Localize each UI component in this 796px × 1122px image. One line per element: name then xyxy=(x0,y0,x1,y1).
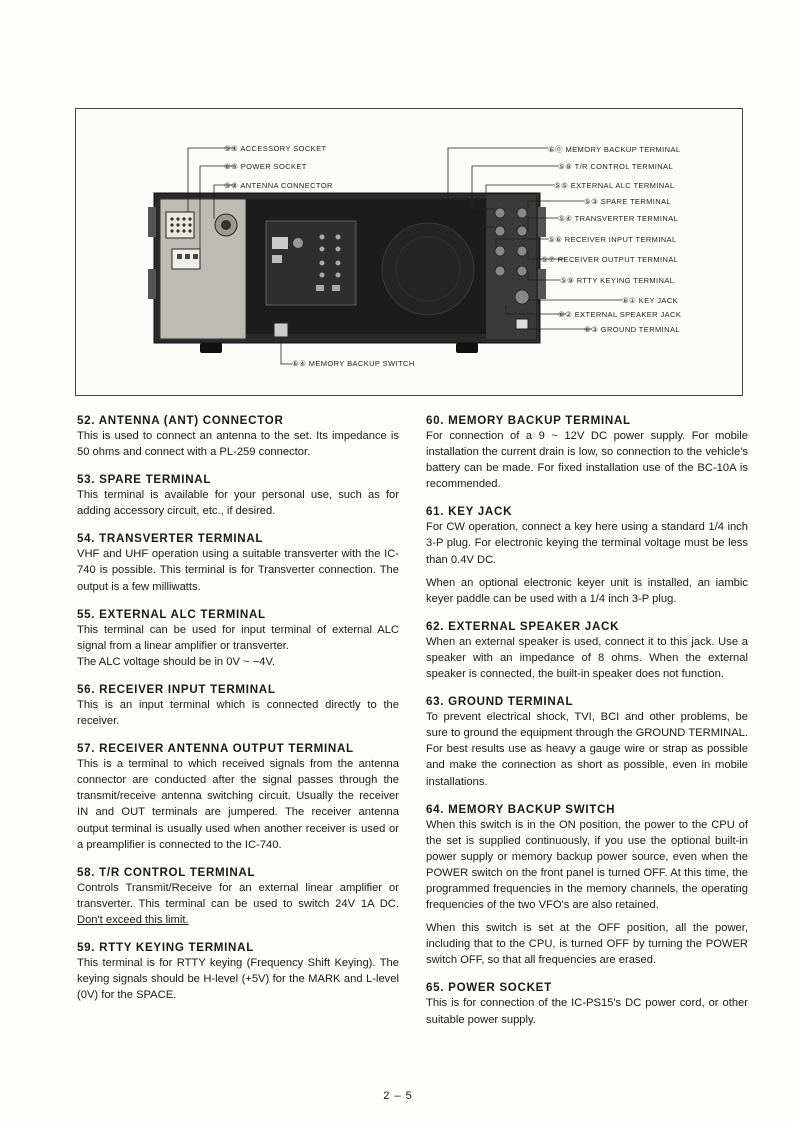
section-body: When this switch is in the ON position, the power to the CPU of the set is supplied continuously, if you use the optional built-in power supply or memory backup power source, even when the POWER switch on the front panel is turned OFF. At this time, the programmed frequencies in the memory channels, the operating frequencies of the two VFO's are also retained. xyxy=(426,818,748,912)
section-60 xyxy=(426,414,748,492)
callout-accessory-socket: ⑤① ACCESSORY SOCKET xyxy=(224,144,327,153)
callout-external-speaker-jack: ⑥② EXTERNAL SPEAKER JACK xyxy=(558,310,682,319)
section-heading: 62. EXTERNAL SPEAKER JACK xyxy=(426,619,620,633)
section-heading: 61. KEY JACK xyxy=(426,505,513,519)
section-body: This is for connection of the IC-PS15's DC power cord, or other suitable power supply. xyxy=(426,997,748,1026)
section-57 xyxy=(77,742,399,853)
section-body: This is a terminal to which received signals from the antenna connector are conducted after the signal passes through the transmit/receive antenna switching circuit. Usually the receiver IN and OUT terminals are jumpered. The receiver antenna output terminal is usually used when another receiver is used or a preamplifier is connected to the IC-740. xyxy=(77,758,399,851)
callout-antenna-connector: ⑤② ANTENNA CONNECTOR xyxy=(224,181,333,190)
section-body-2: The ALC voltage should be in 0V ~ −4V. xyxy=(77,655,275,668)
front-foot-right xyxy=(456,343,478,353)
section-body: This terminal is available for your personal use, such as for adding accessory circuit, etc., if desired. xyxy=(77,489,399,518)
section-body: This is used to connect an antenna to the set. Its impedance is 50 ohms and connect with a PL-259 connector. xyxy=(77,430,399,459)
section-65 xyxy=(426,981,748,1027)
section-body-2: When this switch is set at the OFF position, all the power, including that to the CPU, is turned OFF by turning the POWER switch OFF, so that all frequencies are erased. xyxy=(426,922,748,967)
section-55 xyxy=(77,608,399,670)
warning-text: Don't exceed this limit. xyxy=(77,913,189,926)
callout-external-alc-terminal: ⑤⑤ EXTERNAL ALC TERMINAL xyxy=(554,181,675,190)
section-64 xyxy=(426,803,748,969)
section-63 xyxy=(426,695,748,789)
memory-backup-switch-shape xyxy=(274,323,288,337)
callout-key-jack: ⑥① KEY JACK xyxy=(622,296,679,305)
section-heading: 64. MEMORY BACKUP SWITCH xyxy=(426,802,616,816)
section-body-wrap xyxy=(77,880,399,928)
right-jack-panel xyxy=(486,195,536,339)
section-heading: 63. GROUND TERMINAL xyxy=(426,695,574,709)
section-body: This terminal is for RTTY keying (Frequency Shift Keying). The keying signals should be H-level (+5V) for the MARK and L-level (0V) for the SPACE. xyxy=(77,956,399,1002)
callout-power-socket: ⑥⑤ POWER SOCKET xyxy=(224,162,307,171)
section-61 xyxy=(426,505,748,606)
section-heading: 65. POWER SOCKET xyxy=(426,981,552,995)
ground-terminal-shape xyxy=(516,319,528,329)
section-body: VHF and UHF operation using a suitable transverter with the IC-740 is possible. This terminal is for Transverter connection. The output is a few milliwatts. xyxy=(77,548,399,593)
front-foot-left xyxy=(200,343,222,353)
callout-receiver-input-terminal: ⑤⑥ RECEIVER INPUT TERMINAL xyxy=(548,235,677,244)
callout-ground-terminal: ⑥③ GROUND TERMINAL xyxy=(584,325,680,334)
section-body: For CW operation, connect a key here using a standard 1/4 inch 3-P plug. For electronic keying the terminal voltage must be less than 0.4V DC. xyxy=(426,521,748,566)
callout-receiver-output-terminal: ⑤⑦ RECEIVER OUTPUT TERMINAL xyxy=(541,255,679,264)
section-52 xyxy=(77,414,399,460)
section-heading: 53. SPARE TERMINAL xyxy=(77,473,212,487)
section-body: To prevent electrical shock, TVI, BCI and other problems, be sure to ground the equipment through the GROUND TERMINAL. For best results use as heavy a gauge wire or strap as possible and make the connection as short as possible, even in mobile installations. xyxy=(426,711,748,788)
callout-transverter-terminal: ⑤④ TRANSVERTER TERMINAL xyxy=(558,214,679,223)
callout-tr-control-terminal: ⑤⑧ T/R CONTROL TERMINAL xyxy=(558,162,674,171)
section-heading: 58. T/R CONTROL TERMINAL xyxy=(77,865,256,879)
left-column xyxy=(77,414,399,1016)
section-56 xyxy=(77,683,399,729)
section-heading: 59. RTTY KEYING TERMINAL xyxy=(77,940,254,954)
section-body: This terminal can be used for input terminal of external ALC signal from a linear amplifier or transverter. xyxy=(77,623,399,652)
section-body: When an external speaker is used, connect it to this jack. Use a speaker with an impedance of 8 ohms. When the external speaker is connected, the built-in speaker does not function. xyxy=(426,635,748,681)
page-number: 2 – 5 xyxy=(383,1090,413,1102)
section-53 xyxy=(77,473,399,519)
callout-memory-backup-switch: ⑥④ MEMORY BACKUP SWITCH xyxy=(292,359,415,368)
section-heading: 54. TRANSVERTER TERMINAL xyxy=(77,532,264,546)
right-column xyxy=(426,414,748,1041)
section-59 xyxy=(77,941,399,1003)
section-heading: 52. ANTENNA (ANT) CONNECTOR xyxy=(77,414,284,427)
section-heading: 57. RECEIVER ANTENNA OUTPUT TERMINAL xyxy=(77,742,354,756)
section-heading: 60. MEMORY BACKUP TERMINAL xyxy=(426,414,631,427)
section-58 xyxy=(77,866,399,928)
section-body: This is an input terminal which is connected directly to the receiver. xyxy=(77,698,399,728)
section-body-2: When an optional electronic keyer unit is installed, an iambic keyer paddle can be used with a 1/4 inch 3-P plug. xyxy=(426,576,748,605)
section-54 xyxy=(77,532,399,594)
callout-rtty-keying-terminal: ⑤⑨ RTTY KEYING TERMINAL xyxy=(560,276,675,285)
callout-memory-backup-terminal: ⑥⓪ MEMORY BACKUP TERMINAL xyxy=(548,145,681,154)
section-62 xyxy=(426,620,748,682)
section-body: For connection of a 9 ~ 12V DC power supply. For mobile installation the current drain is low, so connection to the vehicle's battery can be made. For fixed installation use of the BC-10A is recommended. xyxy=(426,430,748,491)
callout-spare-terminal: ⑤③ SPARE TERMINAL xyxy=(584,197,672,206)
section-body: Controls Transmit/Receive for an external linear amplifier or transverter. This terminal can be used to switch 24V 1A DC. xyxy=(77,881,399,910)
rear-panel-figure xyxy=(75,108,743,396)
section-heading: 56. RECEIVER INPUT TERMINAL xyxy=(77,682,276,696)
section-heading: 55. EXTERNAL ALC TERMINAL xyxy=(77,607,266,621)
